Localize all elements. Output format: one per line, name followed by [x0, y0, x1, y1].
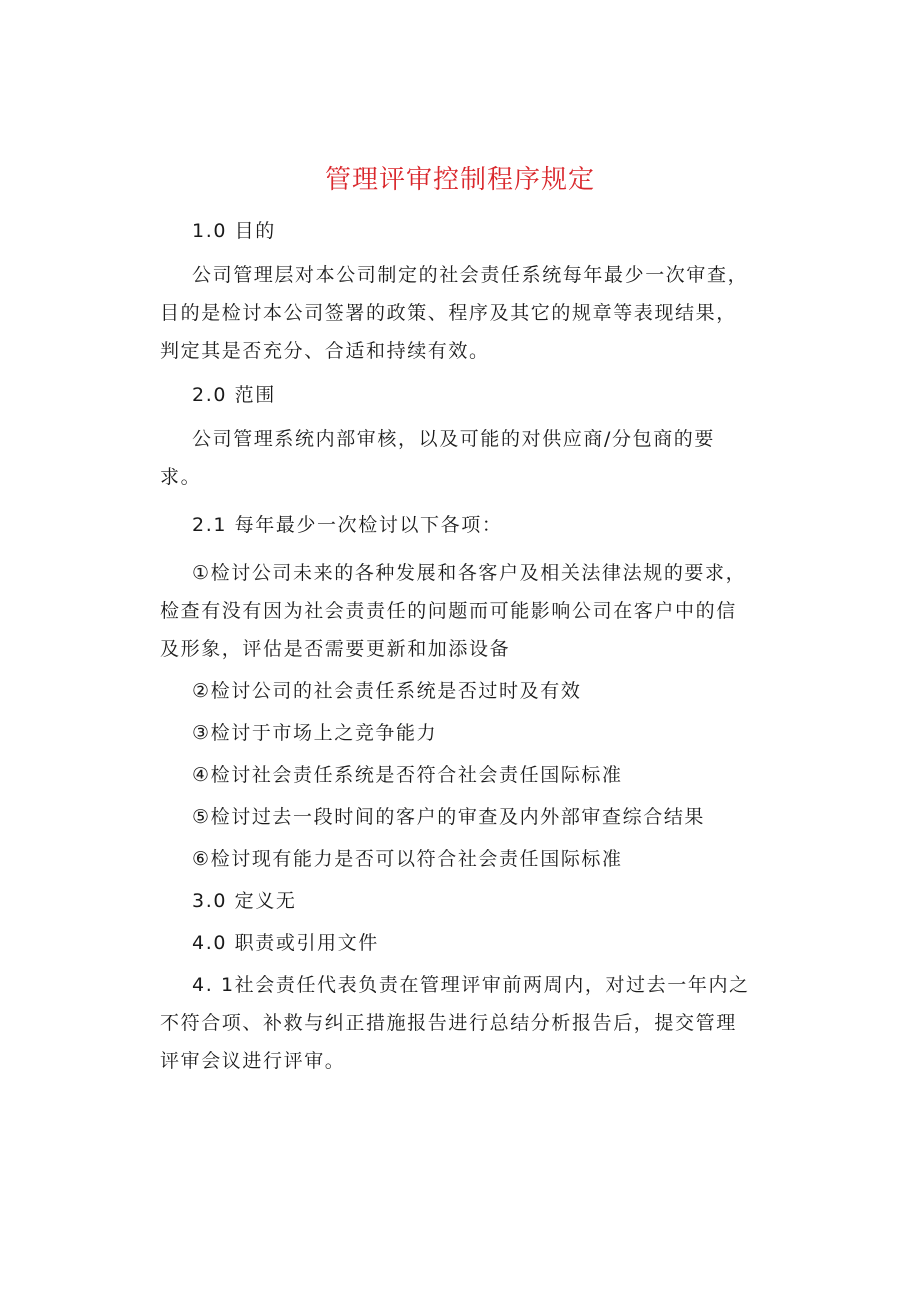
- paragraph-responsibilities: 4. 1社会责任代表负责在管理评审前两周内，对过去一年内之不符合项、补救与纠正措施报告进行总结分析报告后，提交管理评审会议进行评审。: [160, 974, 750, 1072]
- document-body: [160, 212, 750, 1080]
- list-item-review-1: ①检讨公司未来的各种发展和各客户及相关法律法规的要求，检查有没有因为社会责责任的问题而可能影响公司在客户中的信及形象，评估是否需要更新和加添设备: [160, 562, 747, 660]
- list-item-review-6: ⑥检讨现有能力是否可以符合社会责任国际标准: [192, 848, 623, 870]
- list-item-review-4: ④检讨社会责任系统是否符合社会责任国际标准: [192, 764, 623, 786]
- paragraph-scope: 公司管理系统内部审核，以及可能的对供应商/分包商的要求。: [160, 428, 716, 488]
- paragraph-purpose: 公司管理层对本公司制定的社会责任系统每年最少一次审查，目的是检讨本公司签署的政策、程序及其它的规章等表现结果，判定其是否充分、合适和持续有效。: [160, 264, 749, 362]
- section-heading-definitions: 3.0 定义无: [192, 890, 297, 912]
- list-item-review-5: ⑤检讨过去一段时间的客户的审查及内外部审查综合结果: [192, 806, 706, 828]
- list-item-review-3: ③检讨于市场上之竞争能力: [192, 722, 438, 744]
- section-heading-scope: 2.0 范围: [192, 384, 276, 406]
- list-item-review-2: ②检讨公司的社会责任系统是否过时及有效: [192, 680, 582, 702]
- document-title: 管理评审控制程序规定: [324, 165, 595, 195]
- subsection-heading-annual-review: 2.1 每年最少一次检讨以下各项：: [192, 514, 503, 536]
- section-heading-purpose: 1.0 目的: [192, 220, 276, 242]
- section-heading-responsibilities: 4.0 职责或引用文件: [192, 932, 379, 954]
